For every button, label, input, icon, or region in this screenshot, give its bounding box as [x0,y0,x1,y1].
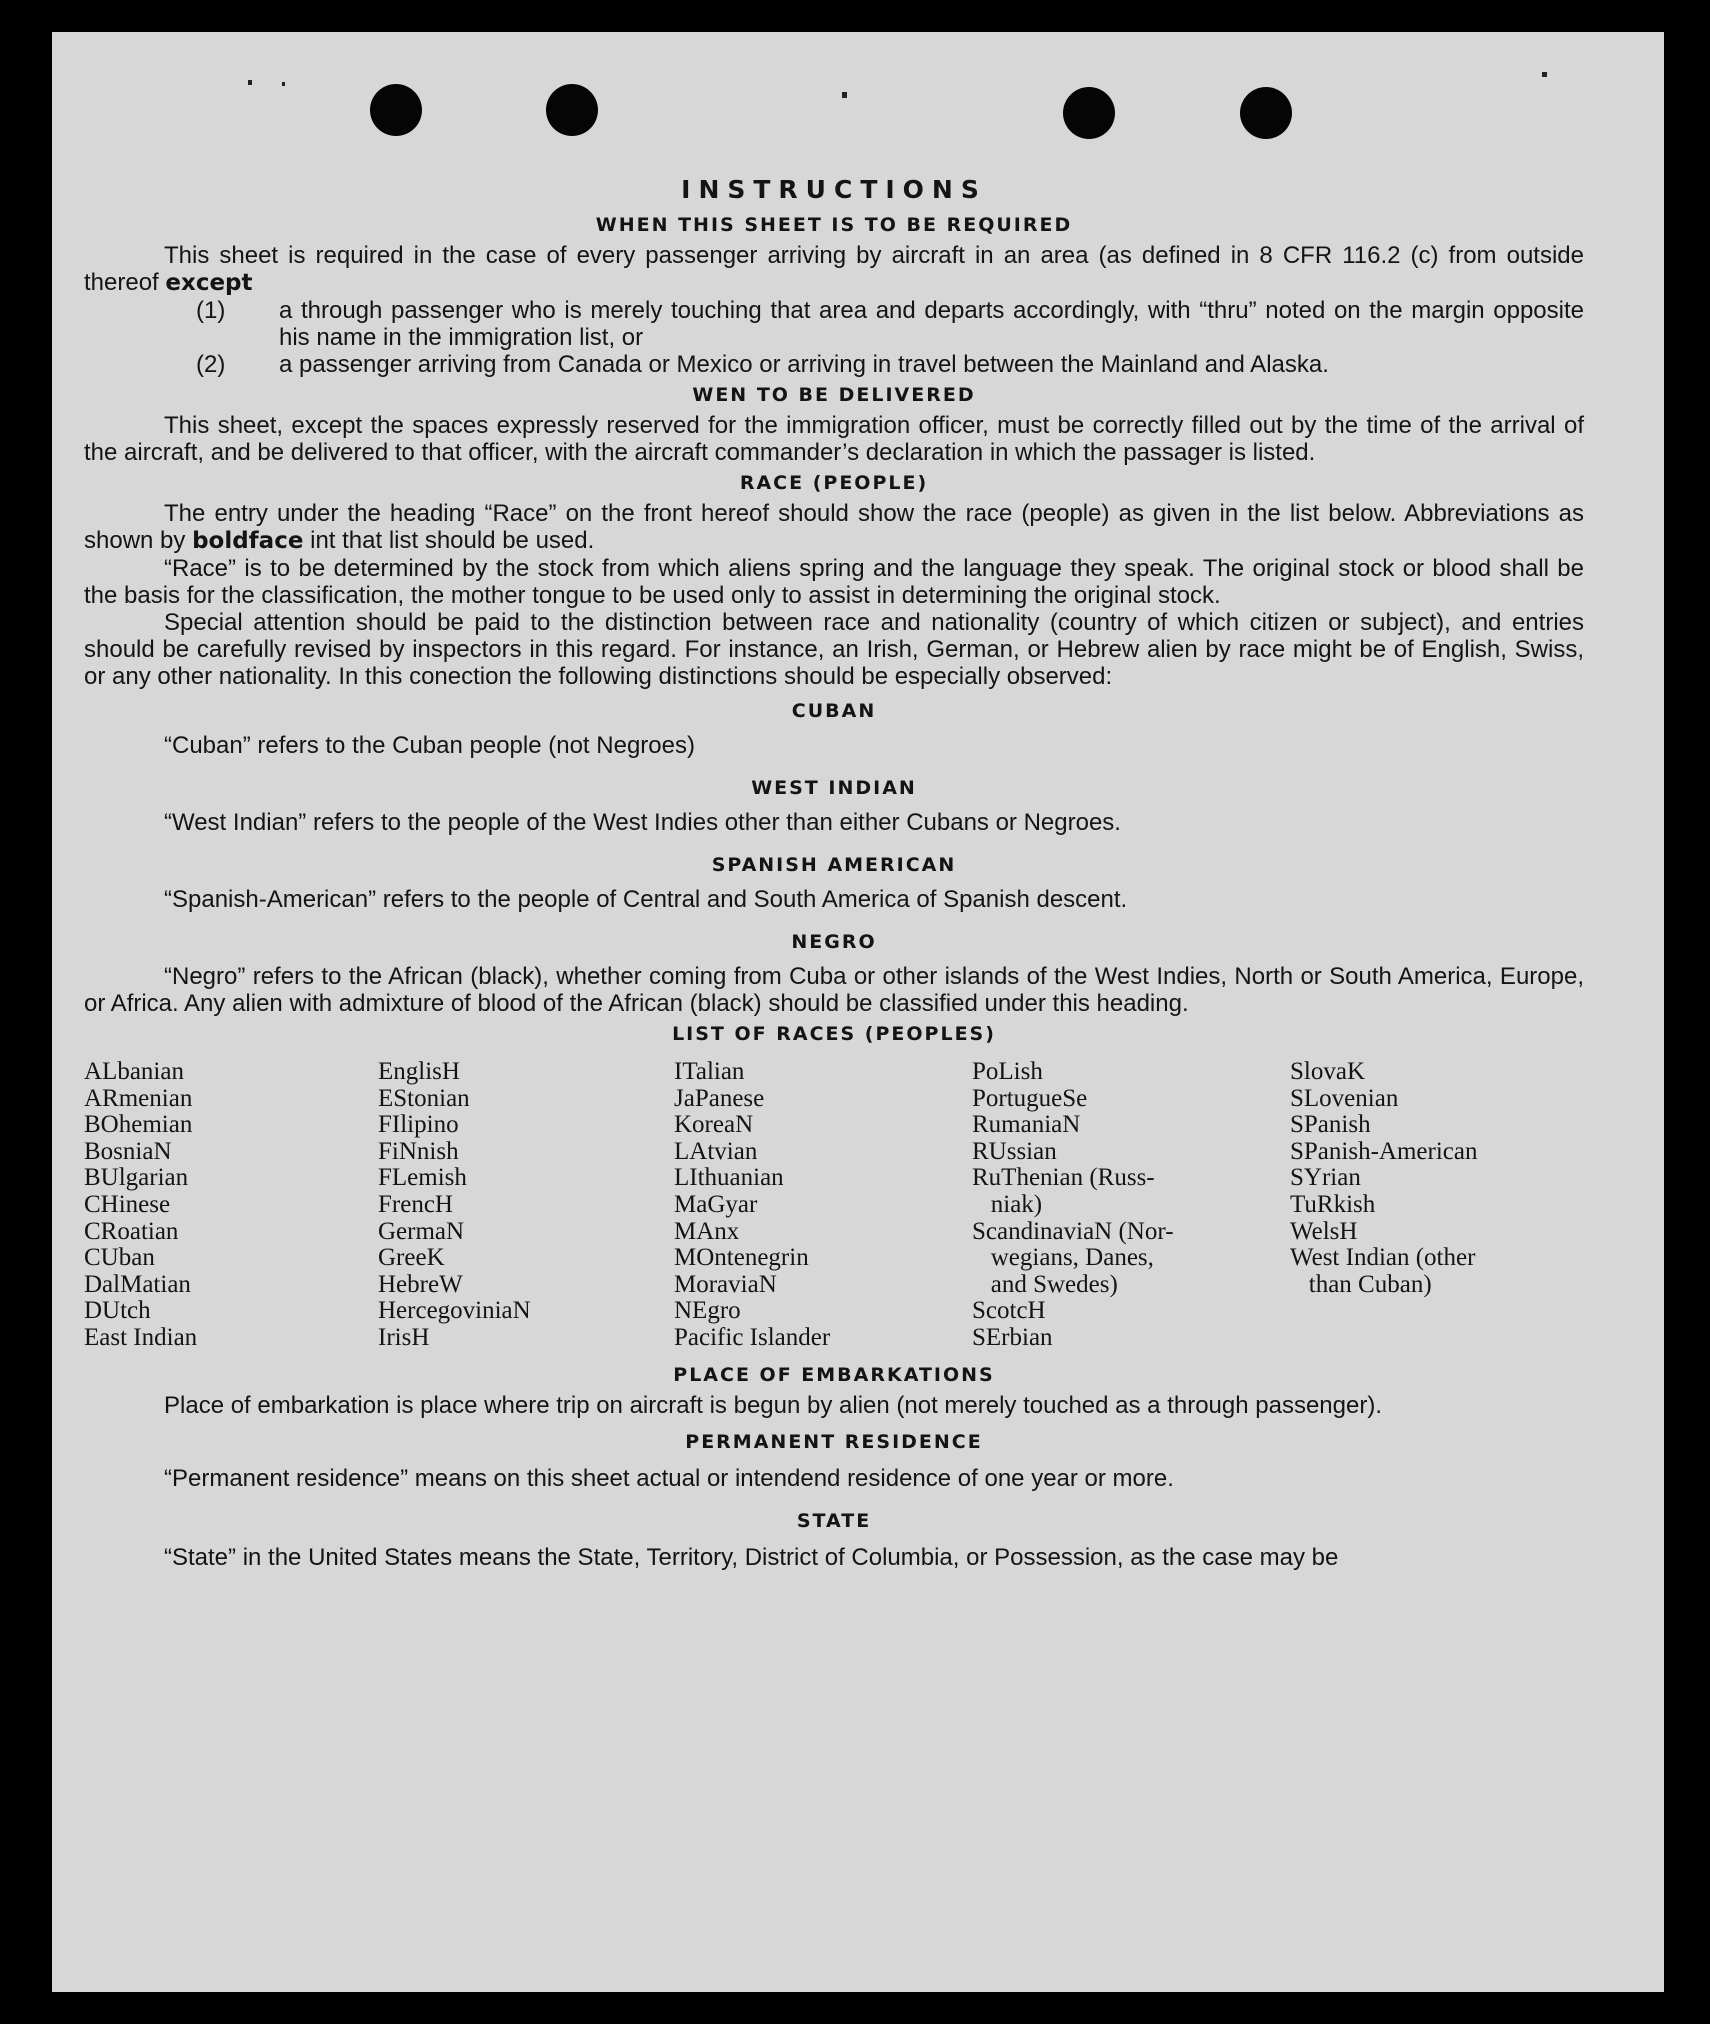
race-entry: GermaN [378,1217,465,1245]
race-entry: HercegoviniaN [378,1297,531,1325]
heading-when-delivered: WEN TO BE DELIVERED [692,384,976,406]
race-entry: PortugueSe [972,1084,1088,1112]
race-entry: MAnx [674,1217,740,1245]
west-indian-text: “West Indian” refers to the people of the West Indies other than either Cubans or Negroes. [164,809,1121,836]
race-entry: DalMatian [84,1270,191,1298]
race-entry: SPanish [1290,1111,1371,1139]
race-entry: ALbanian [84,1058,184,1085]
speck [842,92,847,98]
race-entry: PoLish [972,1058,1043,1085]
race-entry: DUtch [84,1297,151,1325]
exceptions-list [84,297,1584,378]
heading-list-of-races: LIST OF RACES (PEOPLES) [672,1023,996,1045]
exception-item [84,297,1584,351]
race-entry: SPanish-American [1290,1137,1478,1165]
heading-permanent-residence: PERMANENT RESIDENCE [685,1430,983,1453]
race-entry: EnglisH [378,1058,460,1085]
heading-embarkation: PLACE OF EMBARKATIONS [673,1363,995,1386]
when-required-intro: This sheet is required in the case of every passenger arriving by aircraft in an area (as defined in 8 CFR 116.2 (c) from outside thereof [84,242,1584,296]
race-entry: LAtvian [674,1137,758,1165]
race-entry: JaPanese [674,1084,765,1112]
race-entry: ScotcH [972,1297,1046,1325]
race-entry: HebreW [378,1270,463,1298]
race-entry: and Swedes) [972,1270,1118,1298]
race-entry: CRoatian [84,1217,179,1245]
heading-race: RACE (PEOPLE) [739,472,929,494]
permanent-residence-text: “Permanent residence” means on this sheet actual or intendend residence of one year or more. [164,1464,1174,1492]
speck [248,80,252,85]
race-entry: FIlipino [378,1111,459,1139]
heading-when-required: WHEN THIS SHEET IS TO BE REQUIRED [595,214,1073,236]
heading-cuban: CUBAN [791,700,877,722]
race-entry: MaGyar [674,1190,758,1218]
document-page [52,32,1664,1992]
heading-negro: NEGRO [791,931,877,953]
race-entry: BOhemian [84,1111,193,1139]
race-entry: RUssian [972,1137,1057,1165]
when-required-text [84,242,1584,297]
race-entry: than Cuban) [1290,1270,1432,1298]
race-entry: ARmenian [84,1084,193,1112]
race-entry: FrencH [378,1190,453,1218]
speck [282,82,285,86]
punch-hole [1063,87,1115,139]
exception-number: (2) [196,351,226,378]
spanish-american-text: “Spanish-American” refers to the people of Central and South America of Spanish descent. [164,886,1128,913]
race-entry: TuRkish [1290,1190,1376,1218]
race-p1-tail: int that list should be used. [303,527,595,554]
race-entry: RuThenian (Russ- [972,1164,1155,1192]
race-entry: East Indian [84,1323,198,1351]
heading-state: STATE [796,1509,872,1532]
races-table [84,1059,1584,1352]
race-entry: EStonian [378,1084,470,1112]
race-entry: CHinese [84,1190,171,1218]
races-column [378,1059,674,1352]
race-entry: ITalian [674,1058,745,1085]
race-paragraph-1 [84,500,1584,555]
race-entry: RumaniaN [972,1111,1081,1139]
race-entry: MoraviaN [674,1270,777,1298]
race-entry: SErbian [972,1323,1053,1351]
race-p1-text: The entry under the heading “Race” on the front hereof should show the race (people) as given in the list below. Abbreviations as shown by [84,500,1584,554]
race-entry: Pacific Islander [674,1323,831,1351]
race-entry: SlovaK [1290,1058,1365,1085]
race-entry: BUlgarian [84,1164,189,1192]
speck [1542,72,1547,77]
state-text: “State” in the United States means the State, Territory, District of Columbia, or Possession, as the case may be [164,1543,1339,1571]
race-entry: SYrian [1290,1164,1361,1192]
embarkation-text: Place of embarkation is place where trip on aircraft is begun by alien (not merely touched as a through passenger). [164,1391,1382,1419]
race-entry: GreeK [378,1244,445,1272]
when-delivered-text: This sheet, except the spaces expressly reserved for the immigration officer, must be correctly filled out by the time of the arrival of the aircraft, and be delivered to that officer, with the aircraft commander’s declaration in which the passager is listed. [84,412,1584,466]
race-entry: ScandinaviaN (Nor- [972,1217,1174,1245]
heading-west-indian: WEST INDIAN [751,777,917,799]
race-entry: SLovenian [1290,1084,1399,1112]
races-column [84,1059,378,1352]
race-entry: FiNnish [378,1137,459,1165]
punch-hole [370,84,422,136]
exception-text: a passenger arriving from Canada or Mexico or arriving in travel between the Mainland and Alaska. [279,351,1329,378]
except-bold: except [165,270,253,296]
race-entry: KoreaN [674,1111,754,1139]
race-entry: NEgro [674,1297,741,1325]
race-entry: CUban [84,1244,155,1272]
boldface-bold: boldface [192,528,304,554]
punch-hole [1240,87,1292,139]
cuban-text: “Cuban” refers to the Cuban people (not Negroes) [164,732,695,759]
race-entry: West Indian (other [1290,1244,1476,1272]
page-title: INSTRUCTIONS [681,175,987,204]
race-entry: FLemish [378,1164,467,1192]
races-column [1290,1059,1550,1352]
race-entry: IrisH [378,1323,430,1351]
race-entry: MOntenegrin [674,1244,809,1272]
race-entry: WelsH [1290,1217,1358,1245]
instructions-body [84,172,1584,1571]
race-paragraph-2: “Race” is to be determined by the stock from which aliens spring and the language they speak. The original stock or blood shall be the basis for the classification, the mother tongue to be used only to assist in determining the original stock. [84,555,1584,609]
race-paragraph-3: Special attention should be paid to the distinction between race and nationality (country of which citizen or subject), and entries should be carefully revised by inspectors in this regard. For instance, an Irish, German, or Hebrew alien by race might be of English, Swiss, or any other nationality. In this conection the following distinctions should be especially observed: [84,609,1584,690]
punch-hole [546,84,598,136]
races-column [674,1059,972,1352]
race-entry: wegians, Danes, [972,1244,1154,1272]
races-column [972,1059,1290,1352]
exception-item [84,351,1584,378]
race-entry: LIthuanian [674,1164,784,1192]
heading-spanish-american: SPANISH AMERICAN [711,854,957,876]
race-entry: niak) [972,1190,1043,1218]
exception-number: (1) [196,297,226,324]
negro-text: “Negro” refers to the African (black), whether coming from Cuba or other islands of the West Indies, North or South America, Europe, or Africa. Any alien with admixture of blood of the African (black) should be classified under this heading. [84,963,1584,1017]
exception-text: a through passenger who is merely touching that area and departs accordingly, with “thru” noted on the margin opposite his name in the immigration list, or [279,297,1584,351]
race-entry: BosniaN [84,1137,172,1165]
